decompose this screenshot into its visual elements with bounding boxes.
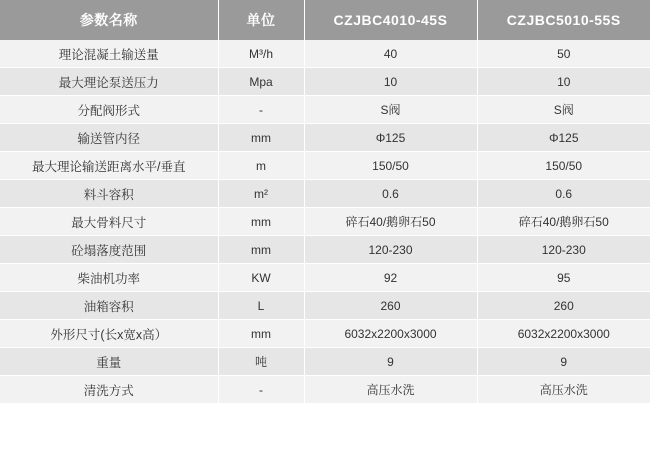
parameter-unit: 吨 xyxy=(218,348,304,376)
parameter-unit: m² xyxy=(218,180,304,208)
table-row xyxy=(0,68,650,96)
parameter-name: 砼塌落度范围 xyxy=(0,236,218,264)
value-model-1: 高压水洗 xyxy=(304,376,477,404)
parameter-name: 最大骨料尺寸 xyxy=(0,208,218,236)
column-header-model-1: CZJBC4010-45S xyxy=(304,0,477,40)
table-row xyxy=(0,264,650,292)
parameter-unit: - xyxy=(218,96,304,124)
table-row xyxy=(0,292,650,320)
parameter-name: 重量 xyxy=(0,348,218,376)
table-header xyxy=(0,0,650,40)
parameter-name: 柴油机功率 xyxy=(0,264,218,292)
value-model-1: 120-230 xyxy=(304,236,477,264)
table-body xyxy=(0,40,650,404)
value-model-2: 120-230 xyxy=(477,236,650,264)
value-model-2: Φ125 xyxy=(477,124,650,152)
parameter-name: 最大理论输送距离水平/垂直 xyxy=(0,152,218,180)
value-model-1: 150/50 xyxy=(304,152,477,180)
table-row xyxy=(0,348,650,376)
parameter-name: 外形尺寸(长x宽x高） xyxy=(0,320,218,348)
value-model-1: S阀 xyxy=(304,96,477,124)
value-model-2: 50 xyxy=(477,40,650,68)
value-model-1: 9 xyxy=(304,348,477,376)
value-model-1: 碎石40/鹅卵石50 xyxy=(304,208,477,236)
value-model-2: S阀 xyxy=(477,96,650,124)
parameter-unit: mm xyxy=(218,236,304,264)
value-model-1: 40 xyxy=(304,40,477,68)
parameter-name: 料斗容积 xyxy=(0,180,218,208)
parameter-unit: L xyxy=(218,292,304,320)
parameter-unit: KW xyxy=(218,264,304,292)
column-header-parameter: 参数名称 xyxy=(0,0,218,40)
value-model-2: 9 xyxy=(477,348,650,376)
parameter-unit: M³/h xyxy=(218,40,304,68)
parameter-unit: - xyxy=(218,376,304,404)
value-model-1: 92 xyxy=(304,264,477,292)
value-model-1: 6032x2200x3000 xyxy=(304,320,477,348)
table-row xyxy=(0,152,650,180)
parameter-unit: mm xyxy=(218,320,304,348)
value-model-2: 高压水洗 xyxy=(477,376,650,404)
value-model-1: 10 xyxy=(304,68,477,96)
value-model-2: 260 xyxy=(477,292,650,320)
value-model-1: 260 xyxy=(304,292,477,320)
parameter-unit: Mpa xyxy=(218,68,304,96)
table-row xyxy=(0,124,650,152)
value-model-1: Φ125 xyxy=(304,124,477,152)
value-model-2: 150/50 xyxy=(477,152,650,180)
parameter-unit: m xyxy=(218,152,304,180)
parameter-unit: mm xyxy=(218,208,304,236)
parameter-name: 分配阀形式 xyxy=(0,96,218,124)
parameter-name: 理论混凝土输送量 xyxy=(0,40,218,68)
table-row xyxy=(0,180,650,208)
value-model-2: 10 xyxy=(477,68,650,96)
value-model-2: 碎石40/鹅卵石50 xyxy=(477,208,650,236)
value-model-1: 0.6 xyxy=(304,180,477,208)
column-header-model-2: CZJBC5010-55S xyxy=(477,0,650,40)
table-row xyxy=(0,96,650,124)
parameter-name: 最大理论泵送压力 xyxy=(0,68,218,96)
value-model-2: 0.6 xyxy=(477,180,650,208)
parameter-name: 输送管内径 xyxy=(0,124,218,152)
parameter-name: 油箱容积 xyxy=(0,292,218,320)
table-header-row xyxy=(0,0,650,40)
value-model-2: 95 xyxy=(477,264,650,292)
table-row xyxy=(0,320,650,348)
parameter-unit: mm xyxy=(218,124,304,152)
table-row xyxy=(0,208,650,236)
table-row xyxy=(0,40,650,68)
parameter-name: 清洗方式 xyxy=(0,376,218,404)
table-row xyxy=(0,376,650,404)
value-model-2: 6032x2200x3000 xyxy=(477,320,650,348)
table-row xyxy=(0,236,650,264)
column-header-unit: 单位 xyxy=(218,0,304,40)
